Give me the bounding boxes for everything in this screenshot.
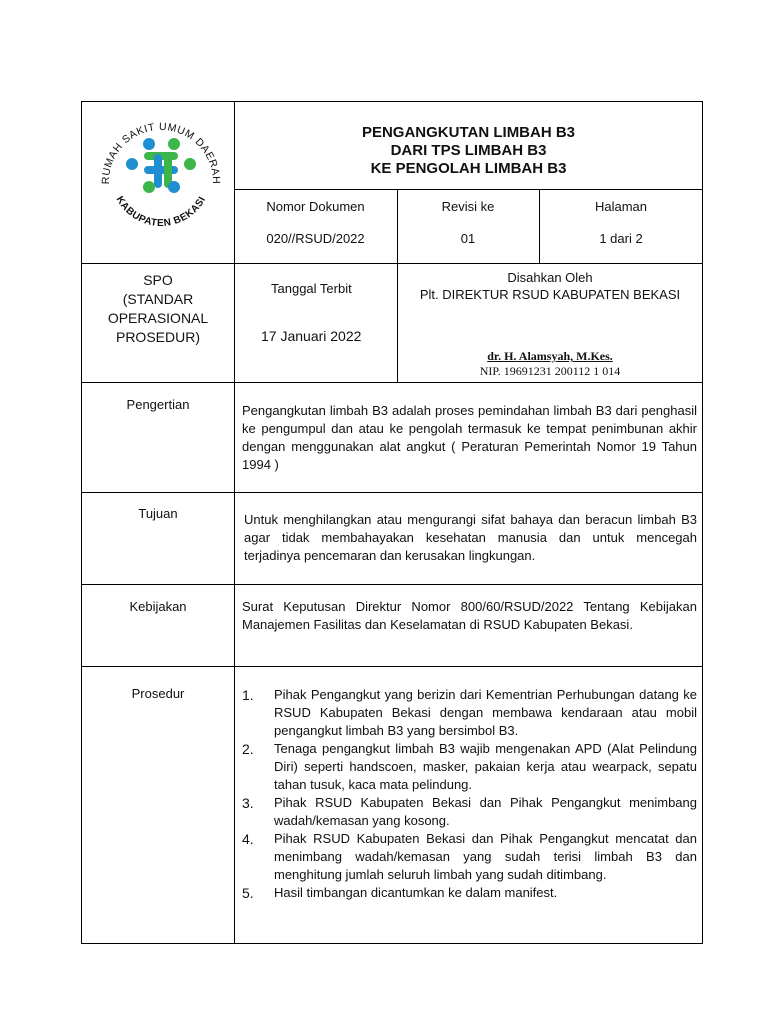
tujuan-text: Untuk menghilangkan atau mengurangi sifat bahaya dan beracun limbah B3 agar tidak membahayakan kesehatan manusia dan untuk mencegah terjadinya pencemaran dan kerusakan lingkungan. <box>244 512 697 563</box>
revisi-value: 01 <box>460 231 476 246</box>
spo-line-4: PROSEDUR) <box>115 329 200 345</box>
disahkan-position: Plt. DIREKTUR RSUD KABUPATEN BEKASI <box>419 287 681 302</box>
prosedur-item-number: 1. <box>242 687 254 703</box>
prosedur-item-text: Pihak RSUD Kabupaten Bekasi dan Pihak Pengangkut mencatat dan menimbang wadah/kemasan yang sudah terisi limbah B3 dan menghitung jumlah seluruh limbah yang sudah ditimbang. <box>274 831 697 882</box>
hospital-logo <box>91 114 227 230</box>
prosedur-item <box>242 830 697 884</box>
title-line-2: DARI TPS LIMBAH B3 <box>390 142 547 159</box>
disahkan-label: Disahkan Oleh <box>507 270 593 285</box>
spo-line-3: OPERASIONAL <box>107 310 209 326</box>
logo-emblem-icon <box>126 138 196 193</box>
tanggal-terbit-value: 17 Januari 2022 <box>261 328 362 344</box>
row-divider-5 <box>82 666 703 667</box>
prosedur-label: Prosedur <box>131 686 185 701</box>
prosedur-item-text: Pihak Pengangkut yang berizin dari Kementrian Perhubungan datang ke RSUD Kabupaten Bekasi dengan membawa kendaraan atau mobil pengangkut limbah B3 yang bersimbol B3. <box>274 687 697 738</box>
title-line-1: PENGANGKUTAN LIMBAH B3 <box>361 124 576 141</box>
row-divider-2 <box>82 382 703 383</box>
prosedur-item-number: 4. <box>242 831 254 847</box>
prosedur-item-number: 2. <box>242 741 254 757</box>
revisi-label: Revisi ke <box>441 199 495 214</box>
spo-line-2: (STANDAR <box>122 291 194 307</box>
prosedur-item-number: 3. <box>242 795 254 811</box>
tanggal-terbit-label: Tanggal Terbit <box>271 281 352 296</box>
signer-name: dr. H. Alamsyah, M.Kes. <box>487 349 613 363</box>
kebijakan-label: Kebijakan <box>129 599 187 614</box>
prosedur-item-text: Hasil timbangan dicantumkan ke dalam manifest. <box>274 885 558 900</box>
pengertian-label: Pengertian <box>126 397 190 412</box>
nomor-dokumen-value: 020//RSUD/2022 <box>266 231 365 246</box>
kebijakan-text: Surat Keputusan Direktur Nomor 800/60/RSUD/2022 Tentang Kebijakan Manajemen Fasilitas dan Keselamatan di RSUD Kabupaten Bekasi. <box>242 599 697 632</box>
spo-line-1: SPO <box>143 272 173 288</box>
document-title <box>234 124 703 178</box>
tujuan-label: Tujuan <box>138 506 178 521</box>
row-divider-4 <box>82 584 703 585</box>
sop-document <box>81 101 703 944</box>
title-line-3: KE PENGOLAH LIMBAH B3 <box>370 160 567 177</box>
logo-top-text: RUMAH SAKIT UMUM DAERAH <box>99 120 223 185</box>
halaman-value: 1 dari 2 <box>599 231 643 246</box>
spo-label <box>82 271 234 347</box>
row-divider-1 <box>82 263 703 264</box>
prosedur-item <box>242 884 697 902</box>
prosedur-item <box>242 740 697 794</box>
prosedur-item-text: Pihak RSUD Kabupaten Bekasi dan Pihak Pengangkut menimbang wadah/kemasan yang kosong. <box>274 795 697 828</box>
prosedur-item <box>242 686 697 740</box>
prosedur-item-number: 5. <box>242 885 254 901</box>
halaman-label: Halaman <box>594 199 648 214</box>
signer-nip: NIP. 19691231 200112 1 014 <box>479 364 621 378</box>
prosedur-list <box>242 686 697 902</box>
pengertian-text: Pengangkutan limbah B3 adalah proses pemindahan limbah B3 dari penghasil ke pengumpul dan atau ke pengolah termasuk ke tempat penimbunan akhir dengan menggunakan alat angkut ( Peraturan Pemerintah Nomor 19 Tahun 1994 ) <box>242 403 697 472</box>
logo-bottom-text: KABUPATEN BEKASI <box>113 194 209 230</box>
prosedur-item <box>242 794 697 830</box>
column-divider <box>234 102 235 944</box>
title-divider <box>234 189 703 190</box>
row-divider-3 <box>82 492 703 493</box>
prosedur-item-text: Tenaga pengangkut limbah B3 wajib mengenakan APD (Alat Pelindung Diri) seperti handscoen, masker, pakaian kerja atau wearpack, sepatu tahan tusuk, kaca mata pelindung. <box>274 741 697 792</box>
nomor-dokumen-label: Nomor Dokumen <box>266 199 365 214</box>
